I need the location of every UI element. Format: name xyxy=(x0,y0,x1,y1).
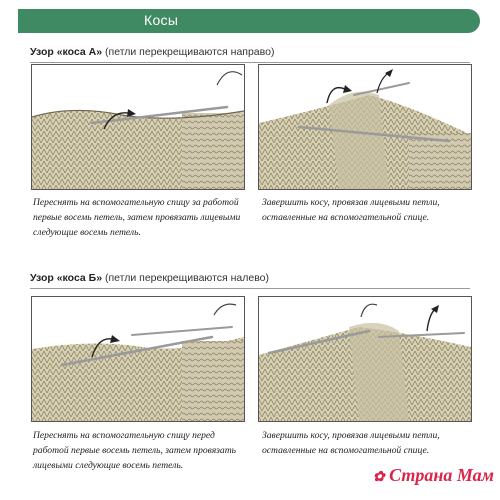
header-title: Косы xyxy=(144,12,179,28)
section-b-title xyxy=(30,272,269,284)
panel-a1 xyxy=(31,64,245,190)
watermark-text: Страна Мам xyxy=(389,465,494,485)
section-a-title-note: (петли перекрещиваются направо) xyxy=(105,46,275,58)
panel-b2 xyxy=(258,296,472,422)
watermark xyxy=(373,465,494,486)
section-b-title-bold: Узор «коса Б» xyxy=(30,272,103,284)
knitting-illustration-b2 xyxy=(259,297,471,421)
panel-a2 xyxy=(258,64,472,190)
caption-b2: Завершить косу, провязав лицевыми петли, оставленные на вспомогательной спице. xyxy=(262,430,440,456)
section-b-title-note: (петли перекрещиваются налево) xyxy=(104,272,270,284)
caption-a1: Переснять на вспомогательную спицу за работой первые восемь петель, затем провязать лицевыми следующие восемь петель. xyxy=(33,197,241,238)
header-bar xyxy=(18,9,480,33)
knitting-illustration-a2 xyxy=(259,65,471,189)
section-b-rule xyxy=(30,288,470,289)
section-a-title xyxy=(30,46,274,58)
arrow-icon xyxy=(427,309,435,331)
panel-b1 xyxy=(31,296,245,422)
section-a-rule xyxy=(30,62,470,63)
knitting-illustration-b1 xyxy=(32,297,244,421)
caption-b1: Переснять на вспомогательную спицу перед работой первые восемь петель, затем провязать лицевыми следующие восемь петель. xyxy=(33,430,237,471)
knitting-illustration-a1 xyxy=(32,65,244,189)
flower-icon: ✿ xyxy=(372,470,385,485)
caption-a2: Завершить косу, провязав лицевыми петли, оставленные на вспомогательной спице. xyxy=(262,197,440,223)
section-a-title-bold: Узор «коса А» xyxy=(30,46,103,58)
